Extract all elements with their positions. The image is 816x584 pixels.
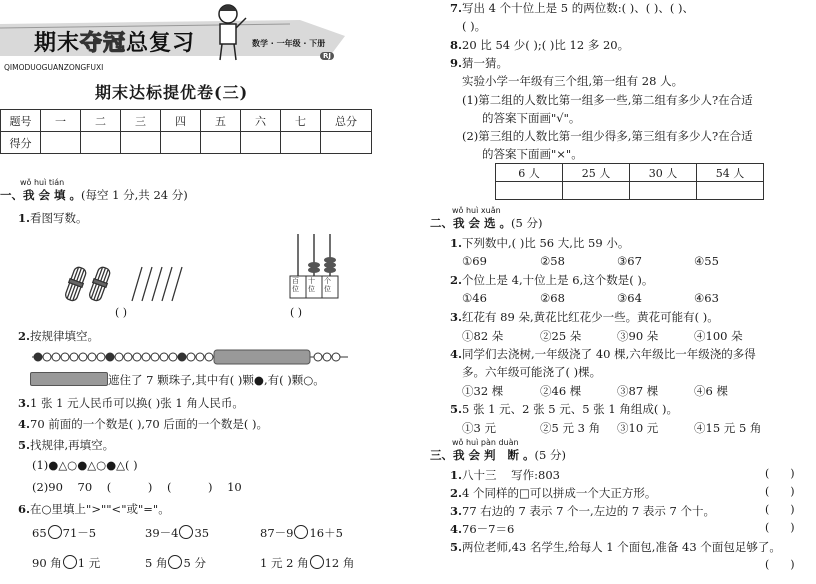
choice-option[interactable]: ①3 元 xyxy=(462,421,496,435)
subject-subtitle: 数学 · 一年级 · 下册 xyxy=(252,39,326,48)
table-cell: 七 xyxy=(281,110,321,132)
question-number: 6. xyxy=(18,502,31,516)
choice-option[interactable]: ②46 棵 xyxy=(540,384,582,398)
pattern-shapes: (1)●△○●△○●△( ) xyxy=(32,458,138,472)
compare-right: 16＋5 xyxy=(309,526,343,540)
compare-right: 5 分 xyxy=(183,556,206,570)
question-text: 同学们去浇树,一年级浇了 40 棵,六年级比一年级浇的多得 xyxy=(462,347,756,361)
compare-right: 1 元 xyxy=(77,556,101,570)
answer-cell[interactable] xyxy=(496,182,563,200)
section-heading xyxy=(0,187,188,203)
question-number: 1. xyxy=(18,211,31,225)
options-header-row xyxy=(496,164,764,182)
judge-item xyxy=(450,485,656,501)
question-9-intro: 实验小学一年级有三个组,第一组有 28 人。 xyxy=(462,74,684,88)
question-number: 2. xyxy=(18,329,31,343)
compare-circle[interactable] xyxy=(168,555,182,569)
table-cell: 六 xyxy=(241,110,281,132)
section-heading xyxy=(430,215,542,231)
page-title: 期末达标提优卷(三) xyxy=(95,83,249,102)
question-text: 5 张 1 元、2 张 5 元、5 张 1 角组成( )。 xyxy=(462,402,678,416)
choice-question xyxy=(450,272,653,288)
score-input-cell[interactable] xyxy=(281,132,321,154)
choice-option[interactable]: ②5 元 3 角 xyxy=(540,421,601,435)
abacus-label-hundreds: 百 位 xyxy=(292,277,299,293)
judge-answer[interactable]: ( ) xyxy=(765,521,795,534)
question-1 xyxy=(18,210,88,226)
section-pinyin: wǒ huì tián xyxy=(20,178,65,187)
section-pinyin: wǒ huì pàn duàn xyxy=(452,438,519,447)
choice-option[interactable]: ③87 棵 xyxy=(617,384,659,398)
question-9 xyxy=(450,55,508,71)
answer-blank[interactable]: ( ) xyxy=(290,306,303,319)
question-text: 两位老师,43 名学生,给每人 1 个面包,准备 43 个面包足够了。 xyxy=(462,540,781,554)
score-input-cell[interactable] xyxy=(201,132,241,154)
choice-option[interactable]: ②58 xyxy=(540,254,565,268)
judge-answer[interactable]: ( ) xyxy=(765,503,795,516)
answer-cell[interactable] xyxy=(697,182,764,200)
score-input-cell[interactable] xyxy=(121,132,161,154)
score-row xyxy=(1,132,372,154)
compare-item xyxy=(145,555,206,571)
table-cell: 题号 xyxy=(1,110,41,132)
judge-item xyxy=(450,539,781,555)
brand-pinyin: QIMODUOGUANZONGFUXI xyxy=(4,63,104,72)
compare-item xyxy=(260,525,343,541)
question-number: 2. xyxy=(450,273,463,287)
question-text: 遮住了 7 颗珠子,其中有( )颗●,有( )颗○。 xyxy=(108,373,325,387)
question-9-part1: (1)第二组的人数比第一组多一些,第二组有多少人?在合适 xyxy=(462,93,753,107)
choice-option[interactable]: ①46 xyxy=(462,291,487,305)
choice-question xyxy=(450,309,719,325)
score-header-row xyxy=(1,110,372,132)
question-text: 下列数中,( )比 56 大,比 59 小。 xyxy=(462,236,630,250)
question-number: 5. xyxy=(450,402,463,416)
choice-question xyxy=(450,401,678,417)
choice-option[interactable]: ②68 xyxy=(540,291,565,305)
table-cell: 得分 xyxy=(1,132,41,154)
abacus-label-ones: 个 位 xyxy=(324,277,331,293)
question-number: 5. xyxy=(18,438,31,452)
question-9-part2: (2)第三组的人数比第一组少得多,第三组有多少人?在合适 xyxy=(462,129,753,143)
question-7 xyxy=(450,0,694,16)
question-text: 写出 4 个十位上是 5 的两位数:( )、( )、( )、 xyxy=(462,1,695,15)
question-number: 1. xyxy=(450,236,463,250)
judge-answer[interactable]: ( ) xyxy=(765,467,795,480)
question-text: 4 个同样的□可以拼成一个大正方形。 xyxy=(462,486,657,500)
choice-question xyxy=(450,235,629,251)
question-text: 八十三 写作:803 xyxy=(462,468,560,482)
table-cell: 五 xyxy=(201,110,241,132)
question-number: 3. xyxy=(18,396,31,410)
question-text: 找规律,再填空。 xyxy=(30,438,115,452)
choice-option[interactable]: ②25 朵 xyxy=(540,329,582,343)
question-9-part1-cont: 的答案下面画"√"。 xyxy=(482,111,581,125)
score-input-cell[interactable] xyxy=(41,132,81,154)
compare-circle[interactable] xyxy=(48,525,62,539)
question-text: 红花有 89 朵,黄花比红花少一些。黄花可能有( )。 xyxy=(462,310,719,324)
question-number: 3. xyxy=(450,310,463,324)
question-text: 20 比 54 少( );( )比 12 多 20。 xyxy=(462,38,630,52)
compare-left: 65 xyxy=(32,526,47,540)
table-cell: 25 人 xyxy=(563,164,630,182)
score-input-cell[interactable] xyxy=(161,132,201,154)
choice-question-cont: 多。六年级可能浇了( )棵。 xyxy=(462,365,602,379)
compare-left: 5 角 xyxy=(145,556,168,570)
question-number: 8. xyxy=(450,38,463,52)
choice-question xyxy=(450,346,756,362)
question-number: 9. xyxy=(450,56,463,70)
table-cell: 总分 xyxy=(321,110,372,132)
score-table xyxy=(0,109,372,154)
question-number: 4. xyxy=(450,347,463,361)
pattern-numbers: (2)90 70 ( ) ( ) 10 xyxy=(32,480,242,494)
judge-item xyxy=(450,467,560,483)
section-note: (5 分) xyxy=(511,216,543,230)
mascot-icon xyxy=(208,2,250,62)
question-number: 1. xyxy=(450,468,463,482)
table-cell: 30 人 xyxy=(630,164,697,182)
question-number: 2. xyxy=(450,486,463,500)
compare-item xyxy=(32,555,100,571)
question-number: 5. xyxy=(450,540,463,554)
question-text: 猜一猜。 xyxy=(462,56,509,70)
compare-left: 90 角 xyxy=(32,556,62,570)
compare-circle[interactable] xyxy=(294,525,308,539)
answer-cell[interactable] xyxy=(630,182,697,200)
question-7-cont: ( )。 xyxy=(462,19,487,33)
question-text: 77 右边的 7 表示 7 个一,左边的 7 表示 7 个十。 xyxy=(462,504,715,518)
compare-item xyxy=(32,525,96,541)
question-8 xyxy=(450,37,629,53)
choice-option[interactable]: ①82 朵 xyxy=(462,329,504,343)
score-input-cell[interactable] xyxy=(81,132,121,154)
judge-answer[interactable]: ( ) xyxy=(765,485,795,498)
compare-item xyxy=(260,555,354,571)
question-text: 76－7＝6 xyxy=(462,522,515,536)
section-heading xyxy=(430,447,566,463)
cover-bar xyxy=(30,372,108,386)
choice-option[interactable]: ①69 xyxy=(462,254,487,268)
score-input-cell[interactable] xyxy=(321,132,372,154)
question-text: 看图写数。 xyxy=(30,211,88,225)
section-note: (每空 1 分,共 24 分) xyxy=(81,188,188,202)
answer-blank[interactable]: ( ) xyxy=(115,306,128,319)
compare-left: 1 元 2 角 xyxy=(260,556,309,570)
section-title: 二、我 会 选 。 xyxy=(430,216,512,230)
compare-right: 35 xyxy=(194,526,210,540)
compare-right: 12 角 xyxy=(324,556,355,570)
section-note: (5 分) xyxy=(534,448,566,462)
question-text: 70 前面的一个数是( ),70 后面的一个数是( )。 xyxy=(30,417,269,431)
compare-circle[interactable] xyxy=(63,555,77,569)
compare-left: 39－4 xyxy=(145,526,179,540)
choice-option[interactable]: ③10 元 xyxy=(617,421,659,435)
section-title: 一、我 会 填 。 xyxy=(0,188,82,202)
compare-right: 71－5 xyxy=(62,526,97,540)
question-text: 个位上是 4,十位上是 6,这个数是( )。 xyxy=(462,273,654,287)
judge-item xyxy=(450,503,715,519)
question-text: 在○里填上">""<"或"="。 xyxy=(30,502,170,516)
question-2 xyxy=(18,328,99,344)
options-answer-row xyxy=(496,182,764,200)
edition-badge: RJ xyxy=(320,52,334,60)
choice-option[interactable]: ④15 元 5 角 xyxy=(694,421,762,435)
choice-option[interactable]: ③67 xyxy=(617,254,642,268)
brand-title: 期末夺冠总复习 xyxy=(34,31,196,56)
choice-option[interactable]: ③64 xyxy=(617,291,642,305)
question-3 xyxy=(18,395,244,411)
choice-option[interactable]: ④55 xyxy=(694,254,719,268)
bundled-sticks-image xyxy=(62,265,312,305)
question-4 xyxy=(18,416,268,432)
choice-option[interactable]: ①32 棵 xyxy=(462,384,504,398)
question-number: 7. xyxy=(450,1,463,15)
abacus-label-tens: 十 位 xyxy=(308,277,315,293)
question-number: 4. xyxy=(450,522,463,536)
question-6 xyxy=(18,501,170,517)
score-input-cell[interactable] xyxy=(241,132,281,154)
table-cell: 三 xyxy=(121,110,161,132)
choice-option[interactable]: ③90 朵 xyxy=(617,329,659,343)
covered-beads-line xyxy=(30,372,325,388)
table-cell: 四 xyxy=(161,110,201,132)
question-text: 1 张 1 元人民币可以换( )张 1 角人民币。 xyxy=(30,396,244,410)
section-title: 三、我 会 判 断 。 xyxy=(430,448,535,462)
table-cell: 6 人 xyxy=(496,164,563,182)
answer-cell[interactable] xyxy=(563,182,630,200)
compare-item xyxy=(145,525,209,541)
table-cell: 一 xyxy=(41,110,81,132)
compare-left: 87－9 xyxy=(260,526,294,540)
question-number: 3. xyxy=(450,504,463,518)
question-5 xyxy=(18,437,114,453)
choice-option[interactable]: ④100 朵 xyxy=(694,329,743,343)
table-cell: 54 人 xyxy=(697,164,764,182)
compare-circle[interactable] xyxy=(179,525,193,539)
options-table xyxy=(495,163,764,200)
question-9-part2-cont: 的答案下面画"×"。 xyxy=(482,147,583,161)
compare-circle[interactable] xyxy=(310,555,324,569)
judge-answer[interactable]: ( ) xyxy=(765,558,795,571)
table-cell: 二 xyxy=(81,110,121,132)
judge-item xyxy=(450,521,514,537)
bead-string-image xyxy=(30,348,350,366)
question-number: 4. xyxy=(18,417,31,431)
question-text: 按规律填空。 xyxy=(30,329,100,343)
header-banner xyxy=(0,0,345,70)
section-pinyin: wǒ huì xuǎn xyxy=(452,206,501,215)
choice-option[interactable]: ④63 xyxy=(694,291,719,305)
choice-option[interactable]: ④6 棵 xyxy=(694,384,728,398)
